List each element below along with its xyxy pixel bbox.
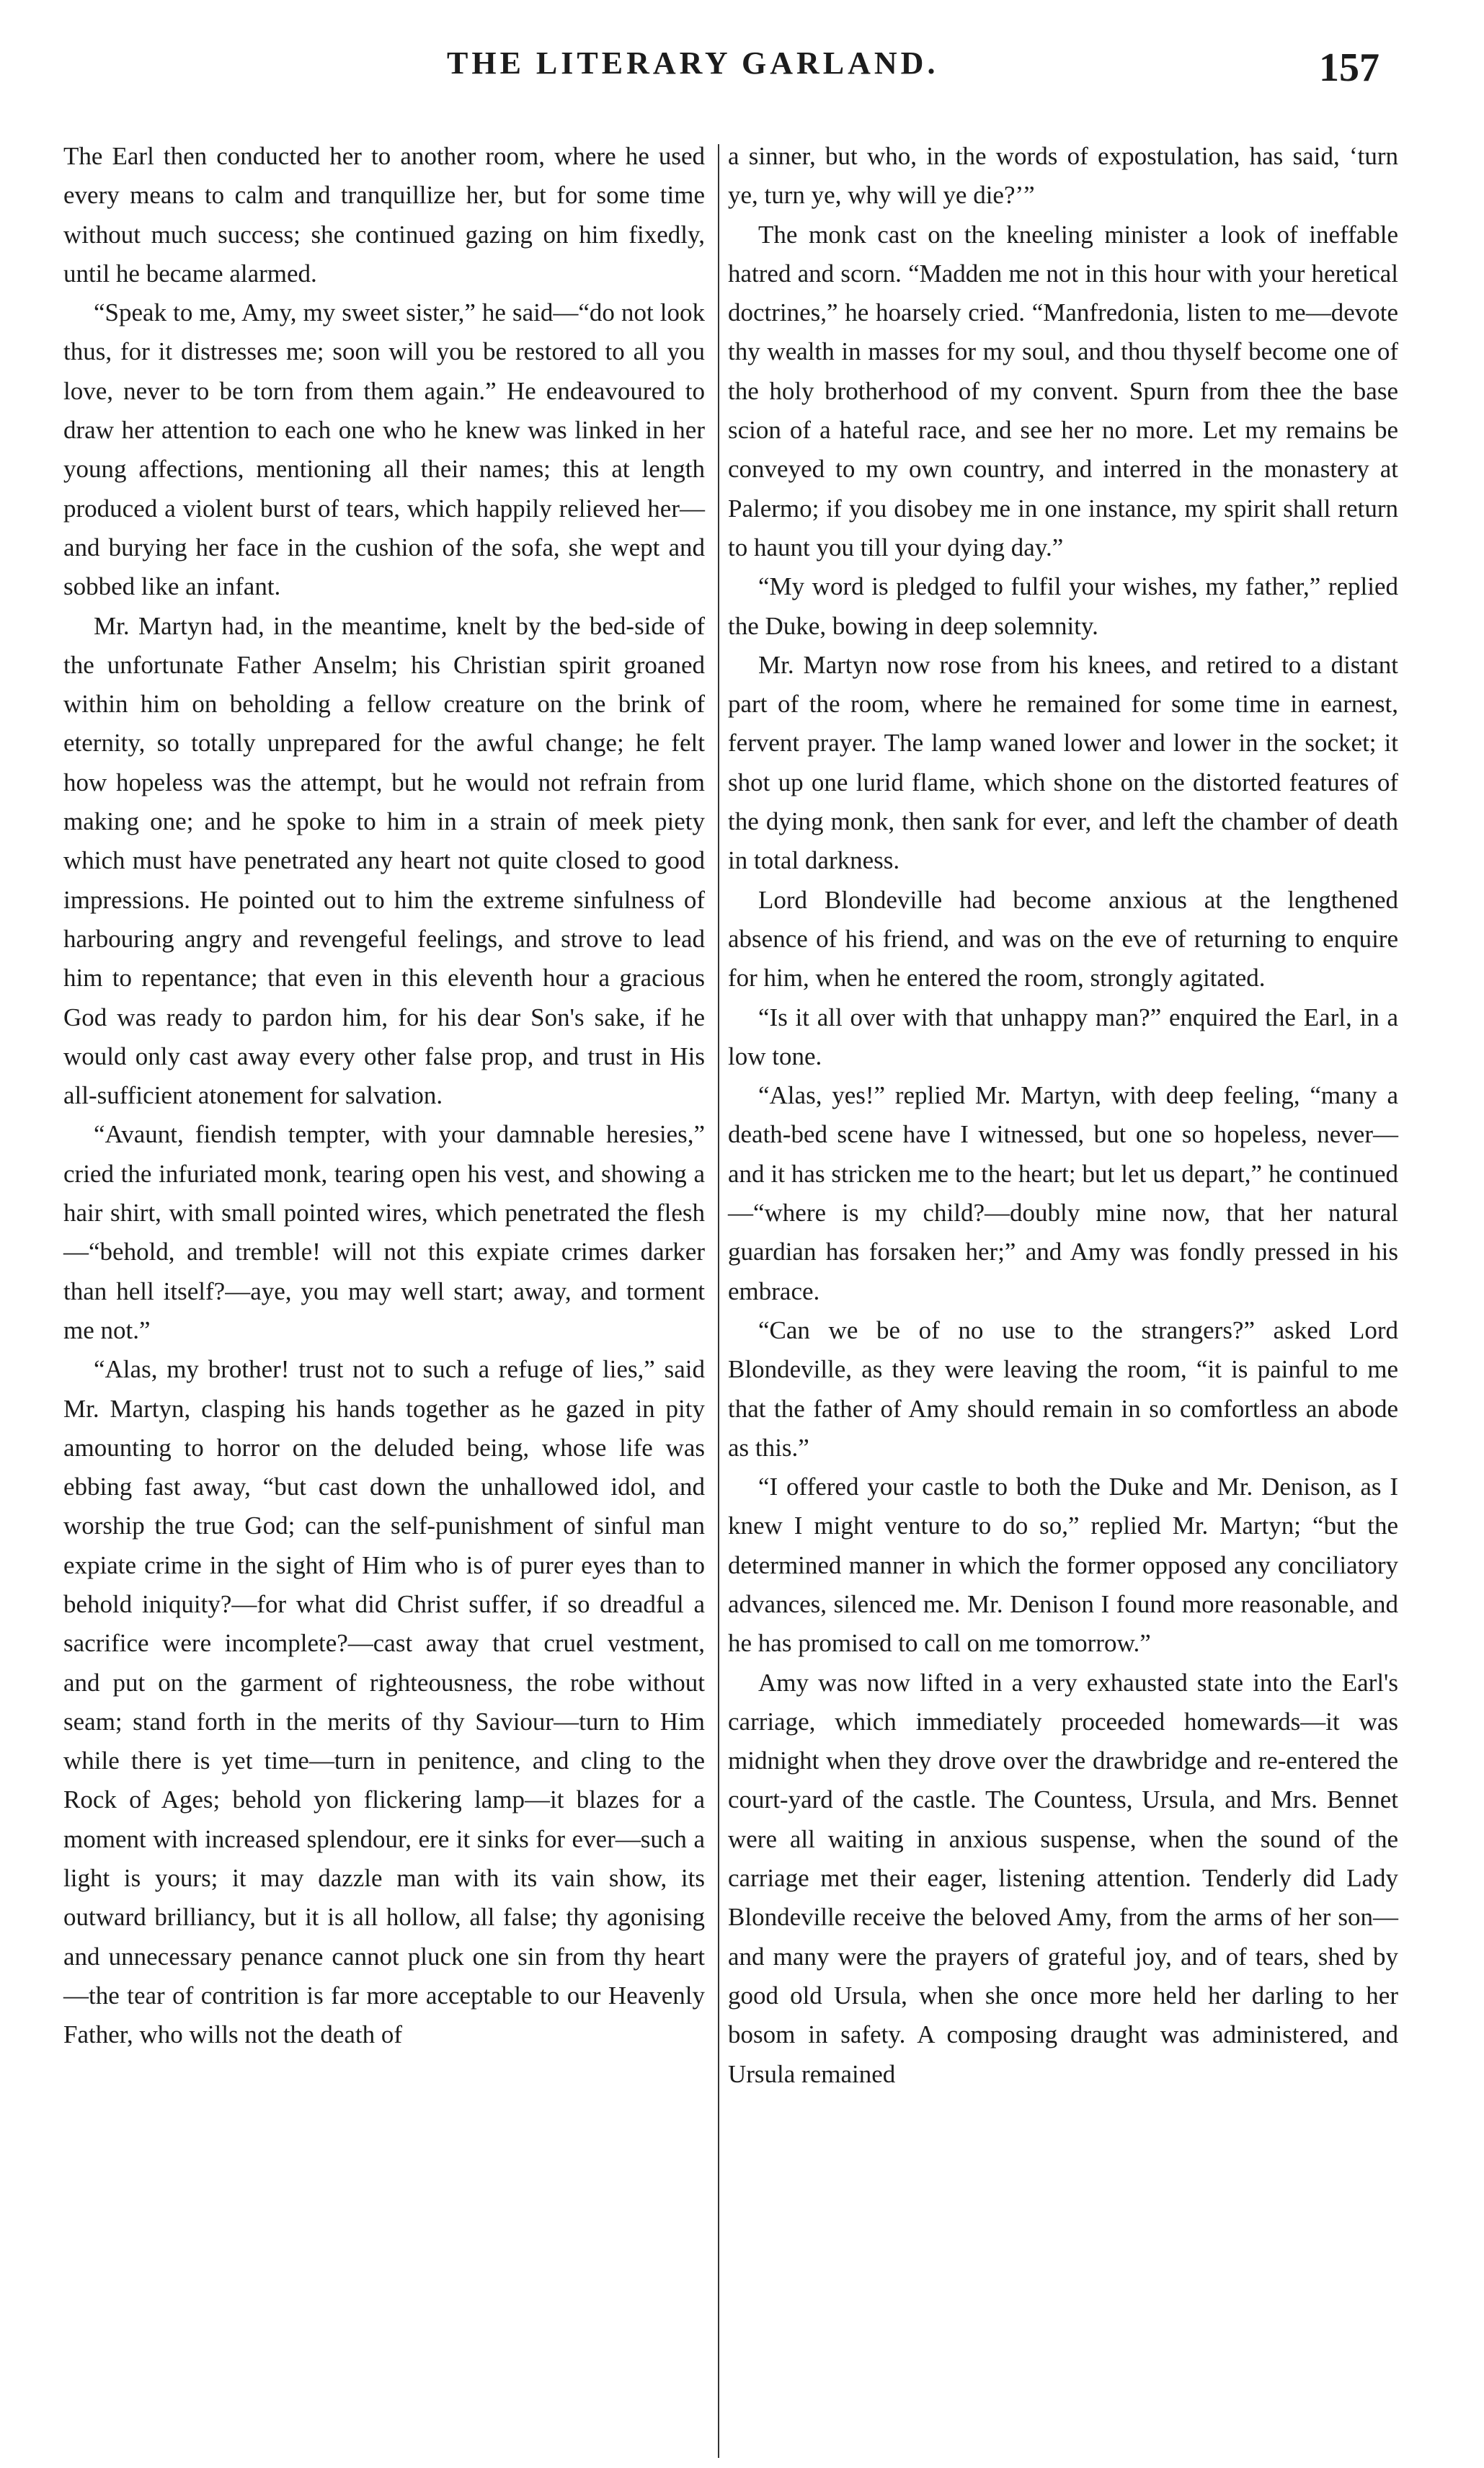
running-title: THE LITERARY GARLAND. [447,45,939,81]
left-column [63,137,705,2055]
paragraph: “Alas, yes!” replied Mr. Martyn, with deep feeling, “many a death-bed scene have I witnessed, but one so hopeless, never—and it has stricken me to the heart; but let us depart,” he continued—“where is my child?—doubly mine now, that her natural guardian has forsaken her;” and Amy was fondly pressed in his embrace. [728,1081,1398,1305]
paragraph: “Can we be of no use to the strangers?” asked Lord Blondeville, as they were leaving the room, “it is painful to me that the father of Amy should remain in so comfortless an abode as this.” [728,1315,1398,1462]
paragraph: Amy was now lifted in a very exhausted state into the Earl's carriage, which immediately proceeded homewards—it was midnight when they drove over the drawbridge and re-entered the court-yard of the castle. The Countess, Ursula, and Mrs. Bennet were all waiting in anxious suspense, when the sound of the carriage met their eager, listening attention. Tenderly did Lady Blondeville receive the beloved Amy, from the arms of her son—and many were the prayers of grateful joy, and of tears, shed by good old Ursula, when she once more held her darling to her bosom in safety. A composing draught was administered, and Ursula remained [728,1668,1398,2088]
column-divider [718,144,719,2458]
paragraph: “I offered your castle to both the Duke and Mr. Denison, as I knew I might venture to do so,” replied Mr. Martyn; “but the determined manner in which the former opposed any conciliatory advances, silenced me. Mr. Denison I found more reasonable, and he has promised to call on me tomorrow.” [728,1473,1398,1658]
paragraph: The Earl then conducted her to another room, where he used every means to calm and tranquillize her, but for some time without much success; she continued gazing on him fixedly, until he became alarmed. [63,142,705,288]
paragraph: “Is it all over with that unhappy man?” enquired the Earl, in a low tone. [728,1003,1398,1070]
paragraph: “My word is pledged to fulfil your wishes, my father,” replied the Duke, bowing in deep solemnity. [728,572,1398,640]
paragraph: “Speak to me, Amy, my sweet sister,” he said—“do not look thus, for it distresses me; soon will you be restored to all you love, never to be torn from them again.” He endeavoured to draw her attention to each one who he knew was linked in her young affections, mentioning all their names; this at length produced a violent burst of tears, which happily relieved her—and burying her face in the cushion of the sofa, she wept and sobbed like an infant. [63,298,705,601]
paragraph: “Alas, my brother! trust not to such a refuge of lies,” said Mr. Martyn, clasping his hands together as he gazed in pity amounting to horror on the deluded being, whose life was ebbing fast away, “but cast down the unhallowed idol, and worship the true God; can the self-punishment of sinful man expiate crime in the sight of Him who is of purer eyes than to behold iniquity?—for what did Christ suffer, if so dreadful a sacrifice were incomplete?—cast away that cruel vestment, and put on the garment of righteousness, the robe without seam; stand forth in the merits of thy Saviour—turn to Him while there is yet time—turn in penitence, and cling to the Rock of Ages; behold yon flickering lamp—it blazes for a moment with increased splendour, ere it sinks for ever—such a light is yours; it may dazzle man with its vain show, its outward brilliancy, but it is all hollow, all false; thy agonising and unnecessary penance cannot pluck one sin from thy heart—the tear of contrition is far more acceptable to our Heavenly Father, who wills not the death of [63,1355,705,2049]
paragraph: “Avaunt, fiendish tempter, with your damnable heresies,” cried the infuriated monk, tearing open his vest, and showing a hair shirt, with small pointed wires, which penetrated the flesh—“behold, and tremble! will not this expiate crimes darker than hell itself?—aye, you may well start; away, and torment me not.” [63,1120,705,1344]
paragraph: The monk cast on the kneeling minister a look of ineffable hatred and scorn. “Madden me not in this hour with your heretical doctrines,” he hoarsely cried. “Manfredonia, listen to me—devote thy wealth in masses for my soul, and thou thyself become one of the holy brotherhood of my convent. Spurn from thee the base scion of a hateful race, and see her no more. Let my remains be conveyed to my own country, and interred in the monastery at Palermo; if you disobey me in one instance, my spirit shall return to haunt you till your dying day.” [728,220,1398,561]
paragraph: Mr. Martyn had, in the meantime, knelt by the bed-side of the unfortunate Father Anselm; his Christian spirit groaned within him on beholding a fellow creature on the brink of eternity, so totally unprepared for the awful change; he felt how hopeless was the attempt, but he would not refrain from making one; and he spoke to him in a strain of meek piety which must have penetrated any heart not quite closed to good impressions. He pointed out to him the extreme sinfulness of harbouring angry and revengeful feelings, and strove to lead him to repentance; that even in this eleventh hour a gracious God was ready to pardon him, for his dear Son's sake, if he would only cast away every other false prop, and trust in His all-sufficient atonement for salvation. [63,611,705,1110]
right-column [728,137,1398,2094]
page-number: 157 [1319,45,1379,90]
paragraph: Mr. Martyn now rose from his knees, and retired to a distant part of the room, where he remained for some time in earnest, fervent prayer. The lamp waned lower and lower in the socket; it shot up one lurid flame, which shone on the distorted features of the dying monk, then sank for ever, and left the chamber of death in total darkness. [728,650,1398,875]
paragraph: a sinner, but who, in the words of expostulation, has said, ‘turn ye, turn ye, why will ye die?’” [728,142,1398,210]
paragraph: Lord Blondeville had become anxious at the lengthened absence of his friend, and was on the eve of returning to enquire for him, when he entered the room, strongly agitated. [728,885,1398,993]
